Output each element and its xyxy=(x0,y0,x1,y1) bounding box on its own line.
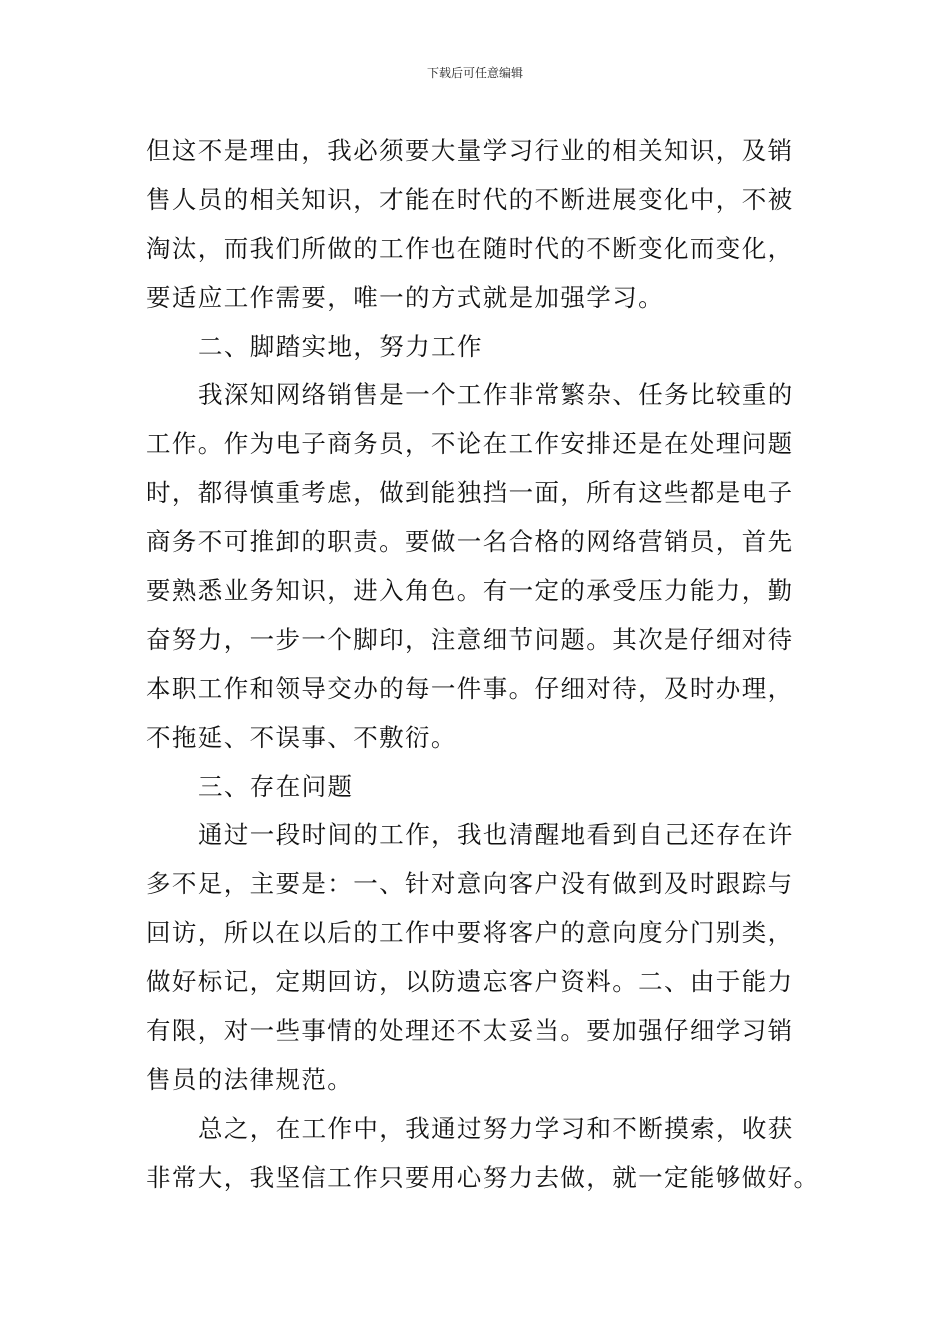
text-line: 多不足，主要是：一、针对意向客户没有做到及时跟踪与 xyxy=(146,869,794,899)
text-line: 但这不是理由，我必须要大量学习行业的相关知识，及销 xyxy=(146,136,794,165)
text-line: 要适应工作需要，唯一的方式就是加强学习。 xyxy=(146,282,664,312)
text-line: 售人员的相关知识，才能在时代的不断进展变化中，不被 xyxy=(146,184,794,214)
text-line: 我深知网络销售是一个工作非常繁杂、任务比较重的 xyxy=(198,380,794,410)
text-line: 非常大，我坚信工作只要用心努力去做，就一定能够做好。 xyxy=(146,1162,820,1192)
text-line: 回访，所以在以后的工作中要将客户的意向度分门别类， xyxy=(146,918,794,948)
text-line: 奋努力，一步一个脚印，注意细节问题。其次是仔细对待 xyxy=(146,624,794,654)
section-heading-2: 二、脚踏实地，努力工作 xyxy=(198,331,483,361)
header-note: 下载后可任意编辑 xyxy=(426,66,523,80)
text-line: 售员的法律规范。 xyxy=(146,1064,354,1094)
text-line: 要熟悉业务知识，进入角色。有一定的承受压力能力，勤 xyxy=(146,576,794,606)
text-line: 有限，对一些事情的处理还不太妥当。要加强仔细学习销 xyxy=(146,1016,794,1046)
text-line: 时，都得慎重考虑，做到能独挡一面，所有这些都是电子 xyxy=(146,478,794,508)
text-line: 不拖延、不误事、不敷衍。 xyxy=(146,722,457,752)
text-line: 商务不可推卸的职责。要做一名合格的网络营销员，首先 xyxy=(146,527,794,557)
text-line: 通过一段时间的工作，我也清醒地看到自己还存在许 xyxy=(198,820,794,850)
text-line: 本职工作和领导交办的每一件事。仔细对待，及时办理， xyxy=(146,673,794,703)
text-line: 淘汰，而我们所做的工作也在随时代的不断变化而变化， xyxy=(146,233,794,263)
text-line: 工作。作为电子商务员，不论在工作安排还是在处理问题 xyxy=(146,429,794,459)
text-line: 做好标记，定期回访，以防遗忘客户资料。二、由于能力 xyxy=(146,967,794,997)
document-body xyxy=(146,127,820,1203)
section-heading-3: 三、存在问题 xyxy=(198,771,354,801)
text-line: 总之，在工作中，我通过努力学习和不断摸索，收获 xyxy=(198,1113,794,1143)
